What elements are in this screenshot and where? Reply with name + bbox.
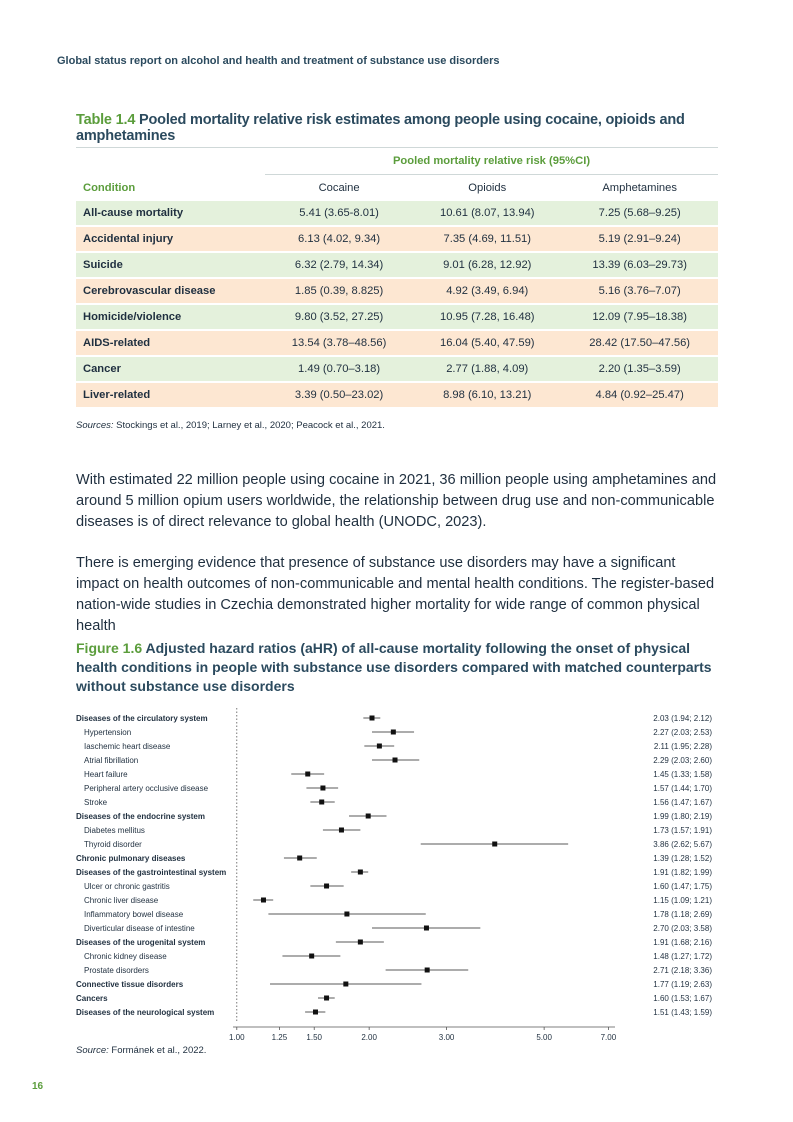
table-row xyxy=(76,304,718,330)
hazard-ratio-value-label: 1.48 (1.27; 1.72) xyxy=(653,952,712,961)
hazard-ratio-value-label: 2.70 (2.03; 3.58) xyxy=(653,924,712,933)
forest-row-label: Hypertension xyxy=(84,728,132,737)
forest-row-label: Ulcer or chronic gastritis xyxy=(84,882,170,891)
hazard-ratio-value-label: 1.39 (1.28; 1.52) xyxy=(653,854,712,863)
x-axis-tick-label: 3.00 xyxy=(438,1033,455,1040)
hazard-ratio-point xyxy=(339,828,344,833)
row-condition: Liver-related xyxy=(76,382,265,408)
forest-row-label: Inflammatory bowel disease xyxy=(84,910,184,919)
row-opioids: 10.61 (8.07, 13.94) xyxy=(413,201,561,226)
hazard-ratio-value-label: 2.03 (1.94; 2.12) xyxy=(653,714,712,723)
row-cocaine: 5.41 (3.65-8.01) xyxy=(265,201,413,226)
page-number: 16 xyxy=(32,1081,44,1092)
row-opioids: 7.35 (4.69, 11.51) xyxy=(413,226,561,252)
row-condition: Cancer xyxy=(76,356,265,382)
table-row xyxy=(76,330,718,356)
row-condition: Suicide xyxy=(76,252,265,278)
forest-row-label: Atrial fibrillation xyxy=(84,756,139,765)
table-caption: Pooled mortality relative risk estimates among people using cocaine, opioids and amphetamines xyxy=(76,112,685,144)
column-header-condition: Condition xyxy=(83,181,136,194)
figure-source xyxy=(76,1045,206,1056)
row-opioids: 2.77 (1.88, 4.09) xyxy=(413,356,561,382)
hazard-ratio-point xyxy=(344,912,349,917)
hazard-ratio-value-label: 1.60 (1.53; 1.67) xyxy=(653,994,712,1003)
row-opioids: 4.92 (3.49, 6.94) xyxy=(413,278,561,304)
row-opioids: 8.98 (6.10, 13.21) xyxy=(413,382,561,408)
body-paragraph-2: There is emerging evidence that presence of substance use disorders may have a significant impact on health outcomes of non-communicable and mental health conditions. The register-based nation-wide studies in Czechia demonstrated higher mortality for wide range of common physical health xyxy=(76,555,715,634)
row-cocaine: 3.39 (0.50–23.02) xyxy=(265,382,413,408)
hazard-ratio-value-label: 1.91 (1.82; 1.99) xyxy=(653,868,712,877)
figure-number: Figure 1.6 xyxy=(76,640,143,656)
row-condition: Homicide/violence xyxy=(76,304,265,330)
hazard-ratio-value-label: 1.78 (1.18; 2.69) xyxy=(653,910,712,919)
hazard-ratio-point xyxy=(313,1010,318,1015)
column-header-cocaine: Cocaine xyxy=(318,182,360,194)
hazard-ratio-point xyxy=(358,940,363,945)
table-row xyxy=(76,278,718,304)
forest-row-label: Heart failure xyxy=(84,770,128,779)
mortality-table xyxy=(76,147,718,409)
forest-row-label: Diabetes mellitus xyxy=(84,826,145,835)
hazard-ratio-point xyxy=(492,842,497,847)
x-axis-tick-label: 1.50 xyxy=(306,1033,323,1040)
table-row xyxy=(76,201,718,226)
hazard-ratio-point xyxy=(393,758,398,763)
hazard-ratio-value-label: 1.91 (1.68; 2.16) xyxy=(653,938,712,947)
row-cocaine: 6.13 (4.02, 9.34) xyxy=(265,226,413,252)
hazard-ratio-point xyxy=(305,772,310,777)
row-amphetamines: 2.20 (1.35–3.59) xyxy=(561,356,718,382)
hazard-ratio-point xyxy=(324,884,329,889)
hazard-ratio-point xyxy=(324,996,329,1001)
row-amphetamines: 5.19 (2.91–9.24) xyxy=(561,226,718,252)
table-column-header-row xyxy=(76,175,718,202)
hazard-ratio-point xyxy=(366,814,371,819)
forest-row-label: Chronic liver disease xyxy=(84,896,159,905)
forest-group-label: Connective tissue disorders xyxy=(76,980,184,989)
figure-caption: Adjusted hazard ratios (aHR) of all-cause mortality following the onset of physical health conditions in people with substance use disorders compared with matched counterparts without substance use disorders xyxy=(76,640,712,694)
forest-group-label: Diseases of the gastrointestinal system xyxy=(76,868,227,877)
hazard-ratio-value-label: 1.99 (1.80; 2.19) xyxy=(653,812,712,821)
hazard-ratio-point xyxy=(320,786,325,791)
table-sources xyxy=(76,420,385,431)
hazard-ratio-value-label: 1.77 (1.19; 2.63) xyxy=(653,980,712,989)
forest-row-label: Iaschemic heart disease xyxy=(84,742,171,751)
hazard-ratio-value-label: 1.56 (1.47; 1.67) xyxy=(653,798,712,807)
hazard-ratio-value-label: 1.60 (1.47; 1.75) xyxy=(653,882,712,891)
hazard-ratio-value-label: 1.15 (1.09; 1.21) xyxy=(653,896,712,905)
sources-text: Stockings et al., 2019; Larney et al., 2020; Peacock et al., 2021. xyxy=(116,420,385,431)
hazard-ratio-value-label: 2.27 (2.03; 2.53) xyxy=(653,728,712,737)
hazard-ratio-value-label: 1.51 (1.43; 1.59) xyxy=(653,1008,712,1017)
forest-row-label: Chronic kidney disease xyxy=(84,952,167,961)
x-axis-tick-label: 1.00 xyxy=(229,1033,245,1040)
row-condition: All-cause mortality xyxy=(76,201,265,226)
row-cocaine: 13.54 (3.78–48.56) xyxy=(265,330,413,356)
table-group-header: Pooled mortality relative risk (95%CI) xyxy=(265,148,718,175)
hazard-ratio-point xyxy=(297,856,302,861)
forest-group-label: Diseases of the urogenital system xyxy=(76,938,206,947)
table-row xyxy=(76,356,718,382)
sources-label: Sources: xyxy=(76,420,114,431)
hazard-ratio-value-label: 2.11 (1.95; 2.28) xyxy=(653,742,712,751)
table-group-header-row xyxy=(76,148,718,175)
row-cocaine: 1.85 (0.39, 8.825) xyxy=(265,278,413,304)
column-header-amphetamines: Amphetamines xyxy=(602,182,677,194)
row-cocaine: 9.80 (3.52, 27.25) xyxy=(265,304,413,330)
x-axis-tick-label: 1.25 xyxy=(271,1033,288,1040)
figure-source-text: Formánek et al., 2022. xyxy=(111,1045,207,1056)
body-paragraph-1: With estimated 22 million people using cocaine in 2021, 36 million people using amphetamines and around 5 million opium users worldwide, the relationship between drug use and non-communicable diseases is of direct relevance to global health (UNODC, 2023). xyxy=(76,472,717,530)
row-amphetamines: 5.16 (3.76–7.07) xyxy=(561,278,718,304)
x-axis-tick-label: 7.00 xyxy=(600,1033,617,1040)
table-number: Table 1.4 xyxy=(76,112,136,128)
forest-group-label: Cancers xyxy=(76,994,108,1003)
x-axis-tick-label: 2.00 xyxy=(361,1033,377,1040)
table-header-spacer xyxy=(76,148,265,175)
hazard-ratio-value-label: 1.45 (1.33; 1.58) xyxy=(653,770,712,779)
forest-plot xyxy=(0,705,793,1040)
hazard-ratio-point xyxy=(370,716,375,721)
hazard-ratio-value-label: 1.73 (1.57; 1.91) xyxy=(653,826,712,835)
row-cocaine: 1.49 (0.70–3.18) xyxy=(265,356,413,382)
hazard-ratio-value-label: 1.57 (1.44; 1.70) xyxy=(653,784,712,793)
table-title xyxy=(76,112,726,144)
forest-row-label: Peripheral artery occlusive disease xyxy=(84,784,209,793)
hazard-ratio-point xyxy=(309,954,314,959)
row-opioids: 9.01 (6.28, 12.92) xyxy=(413,252,561,278)
forest-row-label: Prostate disorders xyxy=(84,966,149,975)
row-condition: Cerebrovascular disease xyxy=(76,278,265,304)
hazard-ratio-point xyxy=(319,800,324,805)
hazard-ratio-value-label: 2.29 (2.03; 2.60) xyxy=(653,756,712,765)
forest-row-label: Diverticular disease of intestine xyxy=(84,924,195,933)
table-row xyxy=(76,226,718,252)
row-amphetamines: 12.09 (7.95–18.38) xyxy=(561,304,718,330)
row-amphetamines: 28.42 (17.50–47.56) xyxy=(561,330,718,356)
hazard-ratio-point xyxy=(425,968,430,973)
table-row xyxy=(76,252,718,278)
forest-group-label: Diseases of the neurological system xyxy=(76,1008,215,1017)
row-amphetamines: 7.25 (5.68–9.25) xyxy=(561,201,718,226)
forest-row-label: Thyroid disorder xyxy=(84,840,142,849)
hazard-ratio-point xyxy=(261,898,266,903)
figure-title xyxy=(76,639,726,696)
forest-group-label: Diseases of the endocrine system xyxy=(76,812,205,821)
running-header: Global status report on alcohol and health and treatment of substance use disorders xyxy=(57,55,500,67)
hazard-ratio-point xyxy=(424,926,429,931)
table-row xyxy=(76,382,718,408)
row-amphetamines: 4.84 (0.92–25.47) xyxy=(561,382,718,408)
row-opioids: 10.95 (7.28, 16.48) xyxy=(413,304,561,330)
forest-row-label: Stroke xyxy=(84,798,108,807)
forest-group-label: Chronic pulmonary diseases xyxy=(76,854,186,863)
hazard-ratio-point xyxy=(358,870,363,875)
hazard-ratio-point xyxy=(377,744,382,749)
forest-group-label: Diseases of the circulatory system xyxy=(76,714,208,723)
row-opioids: 16.04 (5.40, 47.59) xyxy=(413,330,561,356)
row-condition: AIDS-related xyxy=(76,330,265,356)
hazard-ratio-value-label: 3.86 (2.62; 5.67) xyxy=(653,840,712,849)
figure-source-label: Source: xyxy=(76,1045,109,1056)
hazard-ratio-point xyxy=(343,982,348,987)
hazard-ratio-value-label: 2.71 (2.18; 3.36) xyxy=(653,966,712,975)
column-header-opioids: Opioids xyxy=(468,182,507,194)
hazard-ratio-point xyxy=(391,730,396,735)
row-cocaine: 6.32 (2.79, 14.34) xyxy=(265,252,413,278)
row-amphetamines: 13.39 (6.03–29.73) xyxy=(561,252,718,278)
row-condition: Accidental injury xyxy=(76,226,265,252)
x-axis-tick-label: 5.00 xyxy=(536,1033,552,1040)
